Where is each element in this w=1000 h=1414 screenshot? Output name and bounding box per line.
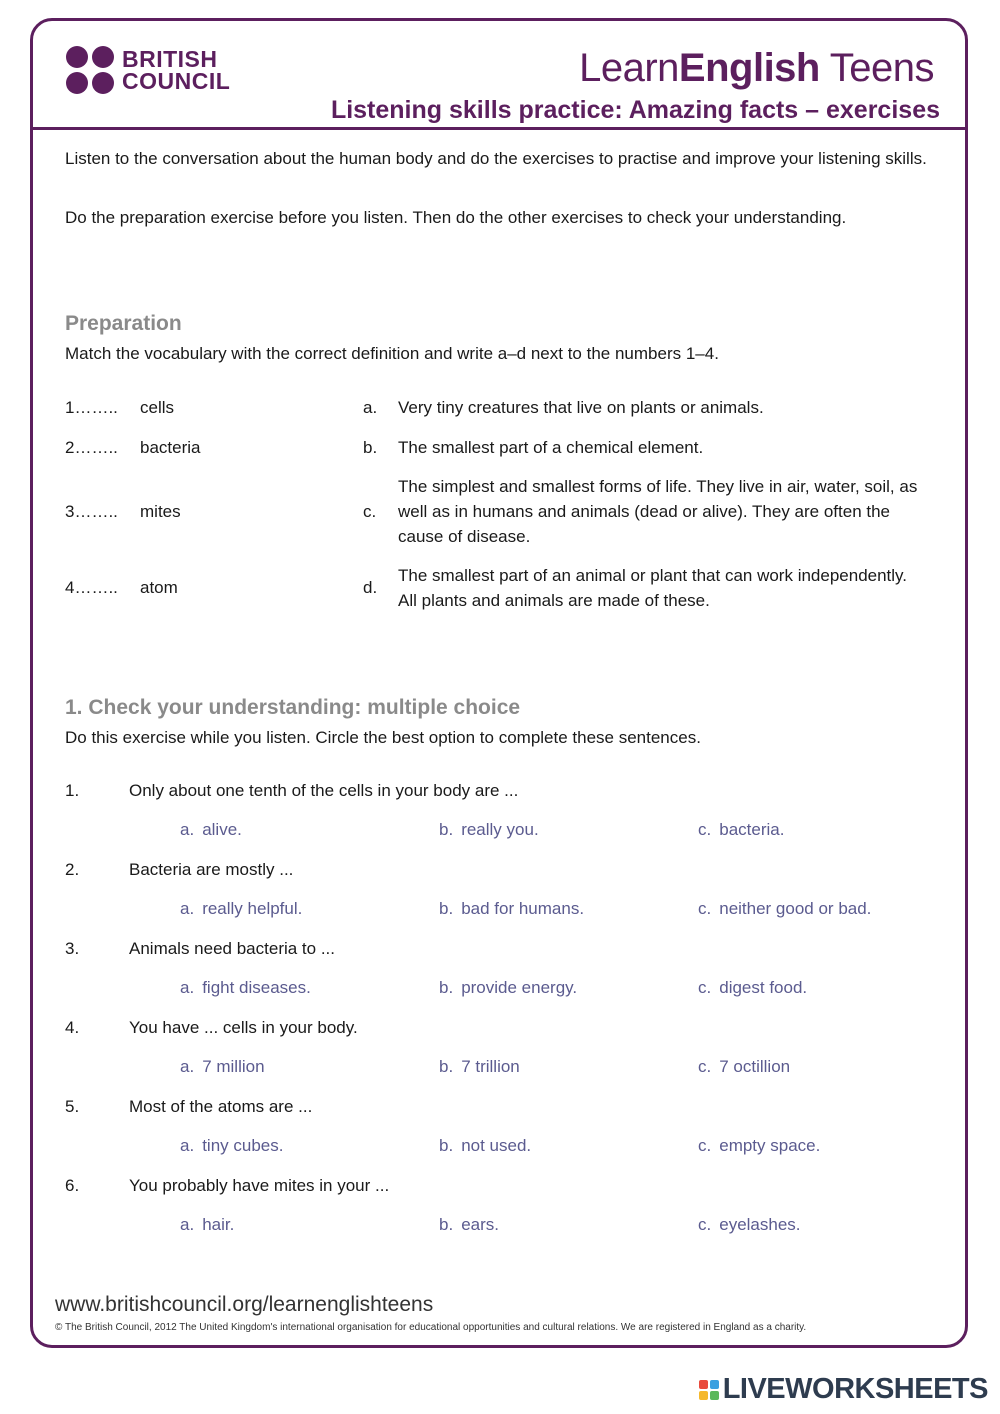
question-row <box>65 1018 358 1038</box>
vocab-number[interactable]: 1…….. <box>65 397 118 417</box>
british-council-logo <box>66 46 230 94</box>
vocab-word: cells <box>140 397 175 417</box>
definition-letter: d. <box>363 578 378 597</box>
definition-text: Very tiny creatures that live on plants or animals. <box>398 398 764 417</box>
question-number: 6. <box>65 1176 80 1195</box>
option-b[interactable]: b. not used. <box>439 1136 532 1155</box>
option-a[interactable]: a. tiny cubes. <box>180 1136 284 1155</box>
option-b[interactable]: b. provide energy. <box>439 978 578 997</box>
option-c[interactable]: c. bacteria. <box>698 820 785 839</box>
options-row <box>180 820 957 840</box>
question-text: You have ... cells in your body. <box>129 1018 358 1037</box>
question-text: You probably have mites in your ... <box>129 1176 390 1195</box>
vocab-word: bacteria <box>140 437 201 457</box>
question-text: Bacteria are mostly ... <box>129 860 294 879</box>
option-c[interactable]: c. empty space. <box>698 1136 821 1155</box>
vocab-number[interactable]: 3…….. <box>65 501 118 521</box>
brand-teens: Teens <box>819 46 934 90</box>
intro-paragraph-1: Listen to the conversation about the human body and do the exercises to practise and improve your listening skills. <box>65 149 927 168</box>
option-b[interactable]: b. really you. <box>439 820 539 839</box>
option-a[interactable]: a. alive. <box>180 820 242 839</box>
option-c[interactable]: c. 7 octillion <box>698 1057 791 1076</box>
option-c[interactable]: c. eyelashes. <box>698 1215 801 1234</box>
question-row <box>65 1097 312 1117</box>
page-title: Listening skills practice: Amazing facts – exercises <box>330 96 940 124</box>
question-text: Only about one tenth of the cells in your body are ... <box>129 781 519 800</box>
options-row <box>180 978 957 998</box>
option-a[interactable]: a. really helpful. <box>180 899 303 918</box>
options-row <box>180 899 957 919</box>
vocab-row <box>65 395 935 420</box>
question-number: 2. <box>65 860 80 879</box>
preparation-heading: Preparation <box>65 312 182 335</box>
vocab-row <box>65 435 935 460</box>
org-name-line2: COUNCIL <box>122 68 231 94</box>
liveworksheets-text: LIVEWORKSHEETS <box>722 1373 988 1405</box>
vocab-number[interactable]: 2…….. <box>65 437 118 457</box>
vocab-number[interactable]: 4…….. <box>65 578 118 597</box>
definition-letter: a. <box>363 397 378 417</box>
footer-copyright: © The British Council, 2012 The United Kingdom's international organisation for educational opportunities and cultural relations. We are registered in England as a charity. <box>55 1322 807 1333</box>
definition-letter: b. <box>363 437 378 457</box>
british-council-dots-icon <box>66 46 114 94</box>
definition-letter: c. <box>363 501 377 521</box>
question-row <box>65 860 293 880</box>
vocab-row <box>65 474 935 549</box>
options-row <box>180 1057 957 1077</box>
question-number: 4. <box>65 1018 80 1037</box>
question-row <box>65 939 335 959</box>
learnenglish-teens-logo <box>579 46 934 91</box>
vocab-word: mites <box>140 501 181 521</box>
option-b[interactable]: b. ears. <box>439 1215 499 1234</box>
question-text: Most of the atoms are ... <box>129 1097 313 1116</box>
preparation-instruction: Match the vocabulary with the correct definition and write a–d next to the numbers 1–4. <box>65 344 719 363</box>
options-row <box>180 1136 957 1156</box>
vocab-word: atom <box>140 578 178 597</box>
option-b[interactable]: b. 7 trillion <box>439 1057 520 1076</box>
option-c[interactable]: c. neither good or bad. <box>698 899 872 918</box>
option-a[interactable]: a. 7 million <box>180 1057 265 1076</box>
org-name-line1: BRITISH <box>122 46 218 72</box>
brand-learn: Learn <box>579 46 679 90</box>
liveworksheets-logo[interactable] <box>699 1373 988 1406</box>
options-row <box>180 1215 957 1235</box>
header-divider <box>30 127 968 130</box>
question-row <box>65 781 518 801</box>
option-a[interactable]: a. hair. <box>180 1215 235 1234</box>
question-number: 3. <box>65 939 80 958</box>
exercise1-heading: 1. Check your understanding: multiple choice <box>65 696 521 719</box>
question-text: Animals need bacteria to ... <box>129 939 336 958</box>
brand-english: English <box>678 46 820 90</box>
definition-text: The smallest part of an animal or plant that can work independently. All plants and animals are made of these. <box>398 566 908 610</box>
question-row <box>65 1176 389 1196</box>
question-number: 1. <box>65 781 80 800</box>
option-b[interactable]: b. bad for humans. <box>439 899 585 918</box>
vocab-row <box>65 563 935 613</box>
footer-url[interactable]: www.britishcouncil.org/learnenglishteens <box>55 1293 434 1316</box>
exercise1-instruction: Do this exercise while you listen. Circle the best option to complete these sentences. <box>65 728 701 747</box>
definition-text: The smallest part of a chemical element. <box>398 438 704 457</box>
liveworksheets-icon <box>699 1380 719 1400</box>
option-a[interactable]: a. fight diseases. <box>180 978 311 997</box>
intro-paragraph-2: Do the preparation exercise before you listen. Then do the other exercises to check your understanding. <box>65 208 847 227</box>
option-c[interactable]: c. digest food. <box>698 978 808 997</box>
question-number: 5. <box>65 1097 80 1116</box>
definition-text: The simplest and smallest forms of life. They live in air, water, soil, as well as in humans and animals (dead or alive). They are often the cause of disease. <box>398 477 918 546</box>
